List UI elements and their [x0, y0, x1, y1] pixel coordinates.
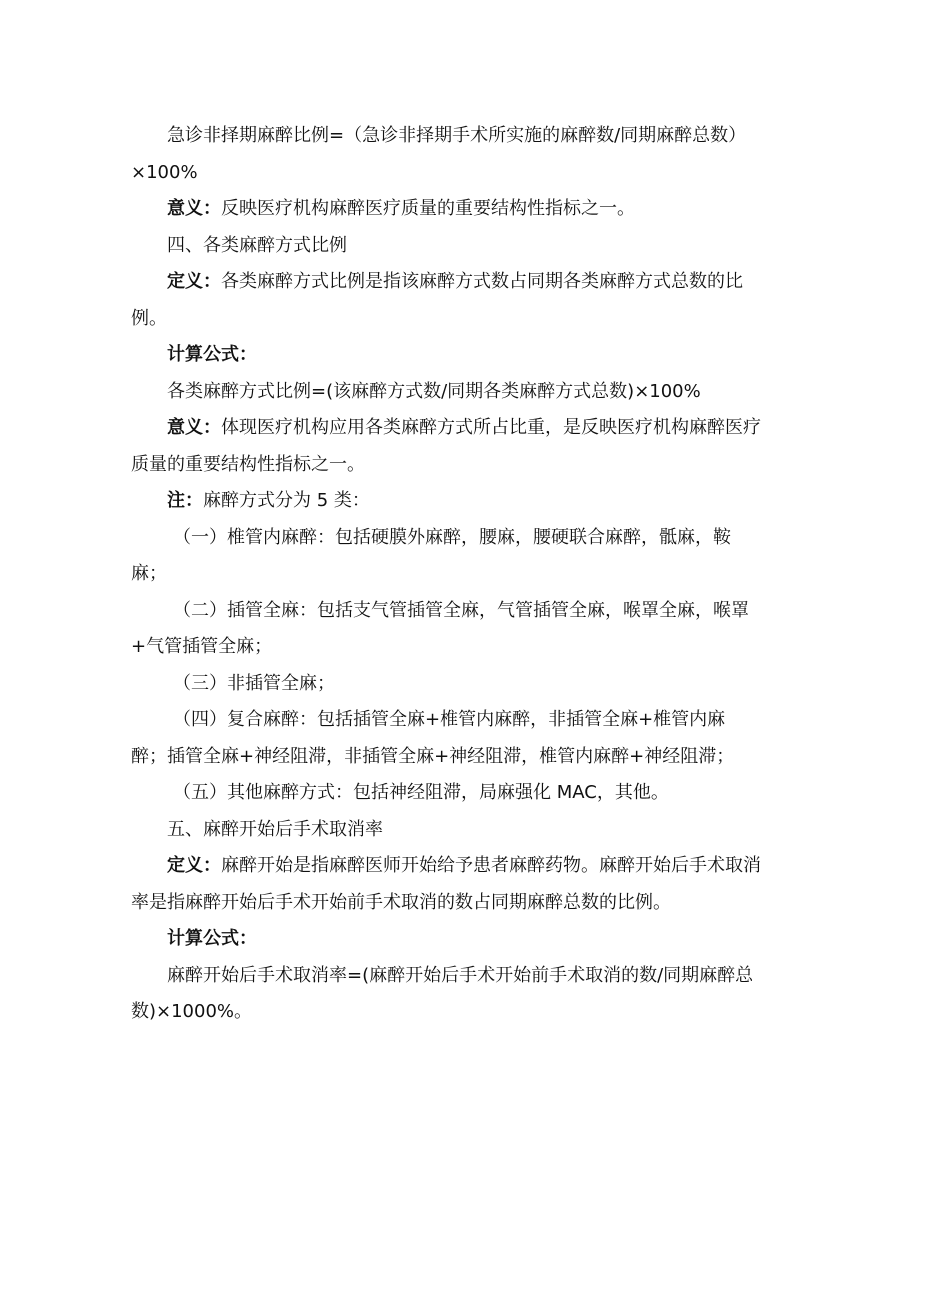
section-title: 五、麻醉开始后手术取消率 [167, 818, 383, 840]
paragraph-text: 各类麻醉方式比例是指该麻醉方式数占同期各类麻醉方式总数的比例。 [131, 271, 743, 329]
list-item-text: （四）复合麻醉：包括插管全麻+椎管内麻醉，非插管全麻+椎管内麻醉；插管全麻+神经阻滞，非插管全麻+神经阻滞，椎管内麻醉+神经阻滞； [131, 709, 735, 767]
note-anesthesia-categories [131, 483, 761, 520]
list-item-text: （五）其他麻醉方式：包括神经阻滞，局麻强化 MAC，其他。 [173, 782, 669, 803]
list-item-intraspinal [131, 520, 761, 593]
list-item-non-intubated-general [131, 666, 761, 703]
paragraph-text: 各类麻醉方式比例=(该麻醉方式数/同期各类麻醉方式总数)×100% [167, 380, 701, 402]
list-item-text: （一）椎管内麻醉：包括硬膜外麻醉，腰麻，腰硬联合麻醉，骶麻，鞍麻； [131, 526, 731, 584]
significance-anesthesia-method-ratio [131, 410, 761, 483]
definition-label: 定义： [167, 271, 221, 292]
significance-emergency-anesthesia [131, 191, 761, 228]
significance-label: 意义： [167, 198, 221, 219]
formula-emergency-anesthesia-ratio [131, 118, 761, 191]
formula-anesthesia-method-ratio [131, 374, 761, 411]
formula-heading-cancellation [131, 921, 761, 958]
paragraph-text: 急诊非择期麻醉比例=（急诊非择期手术所实施的麻醉数/同期麻醉总数）×100% [131, 125, 747, 183]
section-heading-4 [131, 228, 761, 265]
list-item-text: （三）非插管全麻； [173, 672, 335, 694]
note-label: 注： [167, 490, 203, 511]
definition-anesthesia-method-ratio [131, 264, 761, 337]
paragraph-text: 体现医疗机构应用各类麻醉方式所占比重，是反映医疗机构麻醉医疗质量的重要结构性指标之一。 [131, 417, 761, 475]
paragraph-text: 麻醉方式分为 5 类： [203, 490, 370, 511]
list-item-text: （二）插管全麻：包括支气管插管全麻，气管插管全麻，喉罩全麻，喉罩+气管插管全麻； [131, 599, 749, 657]
formula-heading-method-ratio [131, 337, 761, 374]
formula-label: 计算公式： [167, 344, 257, 365]
list-item-other [131, 775, 761, 812]
list-item-intubated-general [131, 593, 761, 666]
paragraph-text: 反映医疗机构麻醉医疗质量的重要结构性指标之一。 [221, 198, 635, 219]
significance-label: 意义： [167, 417, 221, 438]
section-heading-5 [131, 812, 761, 849]
definition-cancellation-rate [131, 848, 761, 921]
definition-label: 定义： [167, 855, 221, 876]
list-item-combined [131, 702, 761, 775]
section-title: 四、各类麻醉方式比例 [167, 234, 347, 256]
document-body [131, 118, 761, 1031]
formula-cancellation-rate [131, 958, 761, 1031]
formula-label: 计算公式： [167, 928, 257, 949]
paragraph-text: 麻醉开始后手术取消率=(麻醉开始后手术开始前手术取消的数/同期麻醉总数)×1000%。 [131, 964, 754, 1022]
paragraph-text: 麻醉开始是指麻醉医师开始给予患者麻醉药物。麻醉开始后手术取消率是指麻醉开始后手术开始前手术取消的数占同期麻醉总数的比例。 [131, 855, 761, 913]
